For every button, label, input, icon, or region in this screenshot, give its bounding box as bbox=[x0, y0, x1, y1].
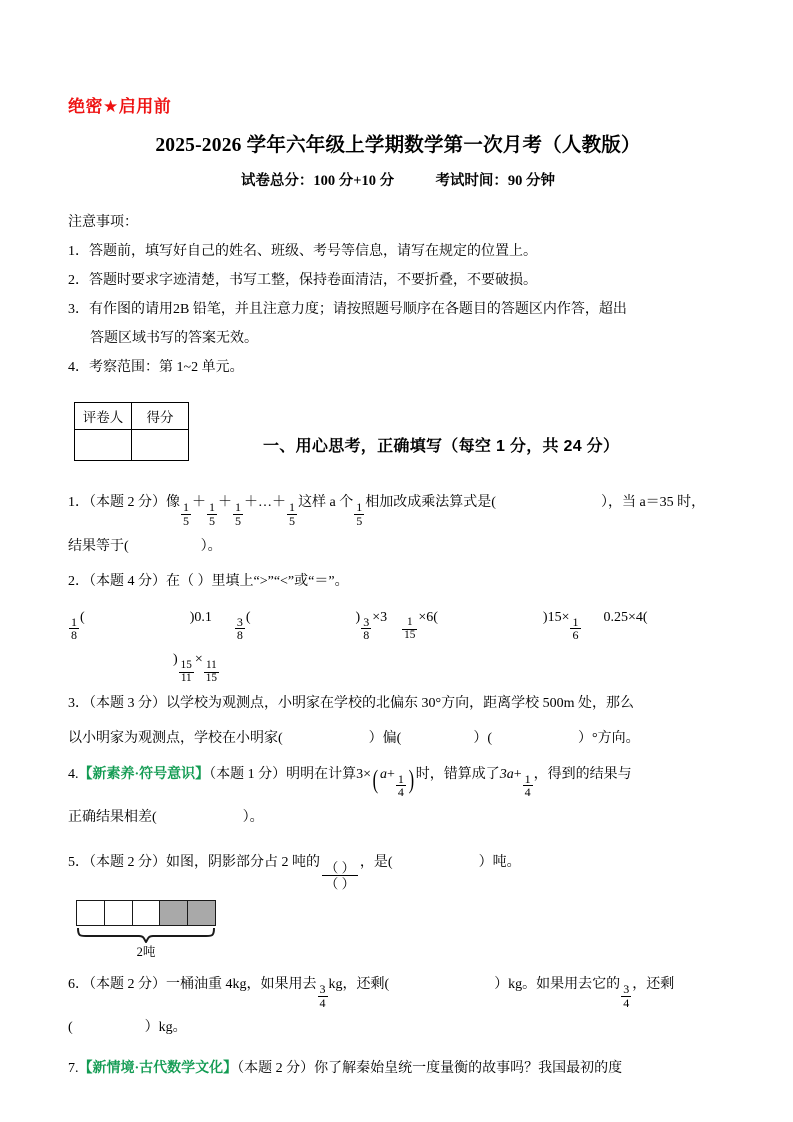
q6-line2-a: ( bbox=[68, 1020, 73, 1036]
q7-text: 你了解秦始皇统一度量衡的故事吗？我国最初的度 bbox=[314, 1061, 623, 1077]
q2-item3-close-paren: ) bbox=[542, 609, 548, 625]
fraction-one-fifth: $\frac{1}{5}$ bbox=[183, 500, 190, 528]
exam-time-label: 考试时间：90 分钟 bbox=[435, 173, 556, 189]
q1-plus-3: ＋ bbox=[244, 495, 259, 510]
bar-cell-4-shaded bbox=[160, 901, 188, 925]
bar-cells-container bbox=[76, 900, 216, 926]
q2-item4-close-paren: ) bbox=[173, 652, 178, 668]
brace-icon bbox=[76, 927, 216, 943]
table-row bbox=[75, 430, 189, 461]
question-4-line2 bbox=[68, 801, 728, 834]
instructions-heading: 注意事项： bbox=[68, 215, 138, 230]
q2-item2-right-suffix: ×3 bbox=[372, 609, 388, 625]
score-table bbox=[74, 402, 189, 461]
q6-points: （本题 2 分） bbox=[89, 976, 166, 992]
page-content bbox=[68, 96, 728, 1087]
question-2-items bbox=[68, 600, 728, 685]
q2-item4-right-mid: × bbox=[194, 652, 203, 668]
q5-number: 5． bbox=[68, 855, 89, 871]
table-row bbox=[75, 403, 189, 430]
score-table-cell-score[interactable] bbox=[132, 430, 189, 461]
fraction-one-fifth: $\frac{1}{5}$ bbox=[235, 500, 242, 528]
q6-fraction-three-quarters-1: $\frac{3}{4}$ bbox=[319, 981, 326, 1010]
instructions-block bbox=[68, 208, 728, 382]
q2-item1-open-paren: ( bbox=[80, 609, 85, 625]
q1-text-e: 结果等于( bbox=[68, 538, 129, 554]
q4-text-a: 明明在计算 bbox=[286, 766, 357, 782]
q7-points: （本题 2 分） bbox=[237, 1061, 315, 1077]
q5-text-c: ）吨。 bbox=[478, 855, 521, 871]
q1-points: （本题 2 分） bbox=[89, 495, 166, 510]
q3-points: （本题 3 分） bbox=[89, 695, 166, 711]
q5-fraction-numerator[interactable]: （ ） bbox=[325, 860, 355, 876]
q2-item3-open-paren: ( bbox=[433, 609, 438, 625]
q6-text-a: 一桶油重 4kg，如果用去 bbox=[166, 976, 317, 992]
q2-item2-open-paren: ( bbox=[245, 609, 251, 625]
q2-item3-right-prefix: 15× bbox=[547, 609, 570, 625]
q4-text-c: ，得到的结果与 bbox=[533, 766, 632, 782]
q2-item4-right-fraction-1: $\frac{15}{11}$ bbox=[180, 658, 192, 684]
q2-item1-right: 0.1 bbox=[194, 609, 212, 625]
q3-line1: 以学校为观测点，小明家在学校的北偏东 30°方向，距离学校 500m 处，那么 bbox=[166, 695, 634, 711]
fraction-one-fifth: $\frac{1}{5}$ bbox=[209, 500, 216, 528]
secret-notice: 绝密★启用前 bbox=[68, 97, 172, 116]
q1-plus-1: ＋ bbox=[192, 495, 207, 510]
question-5 bbox=[68, 844, 728, 892]
q2-item1-close-paren: ) bbox=[189, 609, 195, 625]
q2-item4-left-plain: 0.25×4 bbox=[603, 609, 643, 625]
q6-number: 6． bbox=[68, 976, 89, 992]
bar-cell-1 bbox=[77, 901, 105, 925]
q1-text-f: ）。 bbox=[200, 538, 222, 554]
q1-plus-2: ＋ bbox=[218, 495, 233, 510]
q2-item2-right-fraction: $\frac{3}{8}$ bbox=[363, 614, 370, 643]
q5-fraction-denominator[interactable]: （ ） bbox=[322, 875, 358, 891]
q5-text-b: ，是( bbox=[359, 855, 393, 871]
q5-points: （本题 2 分） bbox=[89, 855, 166, 871]
bar-cell-2 bbox=[105, 901, 133, 925]
q4-text-b: 时，错算成了 bbox=[415, 766, 500, 782]
q6-fraction-three-quarters-2: $\frac{3}{4}$ bbox=[623, 981, 630, 1010]
q3-line2-b: ）偏( bbox=[368, 730, 402, 746]
q3-line2-a: 以小明家为观测点，学校在小明家( bbox=[68, 730, 283, 746]
question-2 bbox=[68, 565, 728, 598]
score-table-header-score: 得分 bbox=[132, 403, 189, 430]
q1-plus-4: ＋ bbox=[272, 495, 287, 510]
q2-item4-open-paren: ( bbox=[642, 609, 648, 625]
question-4 bbox=[68, 757, 728, 800]
q4-expr-mult: 3× bbox=[356, 766, 372, 782]
q1-number: 1． bbox=[68, 495, 89, 510]
q4-close-paren-icon: ) bbox=[408, 763, 415, 794]
q2-number: 2． bbox=[68, 573, 89, 589]
q4-expr-plus: + bbox=[386, 766, 395, 782]
shaded-bar-diagram bbox=[76, 900, 221, 961]
instruction-item-1: 1．答题前，填写好自己的姓名、班级、考号等信息，请写在规定的位置上。 bbox=[68, 244, 537, 259]
q5-blank-fraction[interactable] bbox=[322, 860, 358, 892]
q4-line2-a: 正确结果相差( bbox=[68, 810, 157, 826]
q4-fraction-one-quarter-2: $\frac{1}{4}$ bbox=[524, 771, 531, 800]
q4-expr-var: a bbox=[379, 766, 387, 782]
q2-item3-left-fraction: $\frac{1}{15}$ bbox=[404, 616, 416, 642]
fraction-one-fifth: $\frac{1}{5}$ bbox=[356, 500, 363, 528]
score-table-cell-grader[interactable] bbox=[75, 430, 132, 461]
q1-text-b: 这样 a 个 bbox=[298, 495, 354, 510]
q5-text-a: 如图，阴影部分占 2 吨的 bbox=[166, 855, 320, 871]
page-title: 2025-2026 学年六年级上学期数学第一次月考（人教版） bbox=[155, 135, 641, 156]
q4-line2-b: ）。 bbox=[242, 810, 264, 826]
bar-cell-3 bbox=[133, 901, 161, 925]
question-3 bbox=[68, 687, 728, 720]
question-7 bbox=[68, 1052, 728, 1085]
bar-diagram-label: 2吨 bbox=[136, 944, 156, 959]
instruction-item-3-cont: 答题区域书写的答案无效。 bbox=[90, 331, 258, 346]
q3-number: 3． bbox=[68, 695, 89, 711]
instruction-item-2: 2．答题时要求字迹清楚，书写工整，保持卷面清洁，不要折叠，不要破损。 bbox=[68, 273, 537, 288]
q4-points: （本题 1 分） bbox=[209, 766, 287, 782]
question-6 bbox=[68, 967, 728, 1010]
curly-brace-icon bbox=[76, 927, 216, 943]
q2-item2-left-fraction: $\frac{3}{8}$ bbox=[236, 614, 243, 643]
q3-line2-d: ）°方向。 bbox=[578, 730, 640, 746]
q7-number: 7. bbox=[68, 1061, 79, 1077]
q2-text: 在（ ）里填上“>”“<”或“＝”。 bbox=[166, 573, 349, 589]
q1-text-c: 相加改成乘法算式是( bbox=[365, 495, 496, 510]
score-table-header-grader: 评卷人 bbox=[75, 403, 132, 430]
q2-item3-left-suffix: ×6 bbox=[418, 609, 434, 625]
q7-competency-tag: 【新情境·古代数学文化】 bbox=[78, 1061, 238, 1077]
bar-cell-5-shaded bbox=[188, 901, 215, 925]
q6-text-b: kg，还剩( bbox=[328, 976, 390, 992]
section-one-heading: 一、用心思考，正确填写（每空 1 分，共 24 分） bbox=[263, 438, 620, 455]
instruction-item-3: 3．有作图的请用2B 铅笔，并且注意力度；请按照题号顺序在各题目的答题区内作答，超出 bbox=[68, 302, 627, 317]
q4-open-paren-icon: ( bbox=[372, 763, 379, 794]
exam-meta bbox=[68, 170, 728, 192]
q2-item1-left-fraction: $\frac{1}{8}$ bbox=[71, 614, 78, 643]
question-3-line2 bbox=[68, 722, 728, 755]
q4-competency-tag: 【新素养·符号意识】 bbox=[78, 766, 210, 782]
q4-fraction-one-quarter: $\frac{1}{4}$ bbox=[397, 771, 404, 800]
q2-item2-close-paren: ) bbox=[355, 609, 361, 625]
q2-points: （本题 4 分） bbox=[89, 573, 166, 589]
q2-item3-right-fraction: $\frac{1}{6}$ bbox=[572, 614, 579, 643]
q6-text-c: ）kg。如果用去它的 bbox=[494, 976, 621, 992]
question-1-line2 bbox=[68, 530, 728, 563]
q6-text-d: ，还剩 bbox=[632, 976, 675, 992]
section-header-row bbox=[68, 402, 728, 474]
q4-expr2-plus: + bbox=[513, 766, 522, 782]
q3-line2-c: ）( bbox=[473, 730, 493, 746]
fraction-one-fifth: $\frac{1}{5}$ bbox=[289, 500, 296, 528]
instruction-item-4: 4．考察范围：第 1~2 单元。 bbox=[68, 360, 244, 375]
question-6-line2 bbox=[68, 1011, 728, 1044]
q1-text-a: 像 bbox=[166, 495, 180, 510]
q1-text-d: ），当 a＝35 时， bbox=[600, 495, 706, 510]
question-1 bbox=[68, 486, 728, 528]
q6-line2-b: ）kg。 bbox=[144, 1020, 187, 1036]
q2-item4-right-fraction-2: $\frac{11}{15}$ bbox=[205, 658, 217, 684]
q1-ellipsis: … bbox=[258, 495, 273, 510]
q4-expr2-var: 3a bbox=[499, 766, 514, 782]
total-score-label: 试卷总分：100 分+10 分 bbox=[240, 173, 395, 189]
q4-number: 4. bbox=[68, 766, 79, 782]
